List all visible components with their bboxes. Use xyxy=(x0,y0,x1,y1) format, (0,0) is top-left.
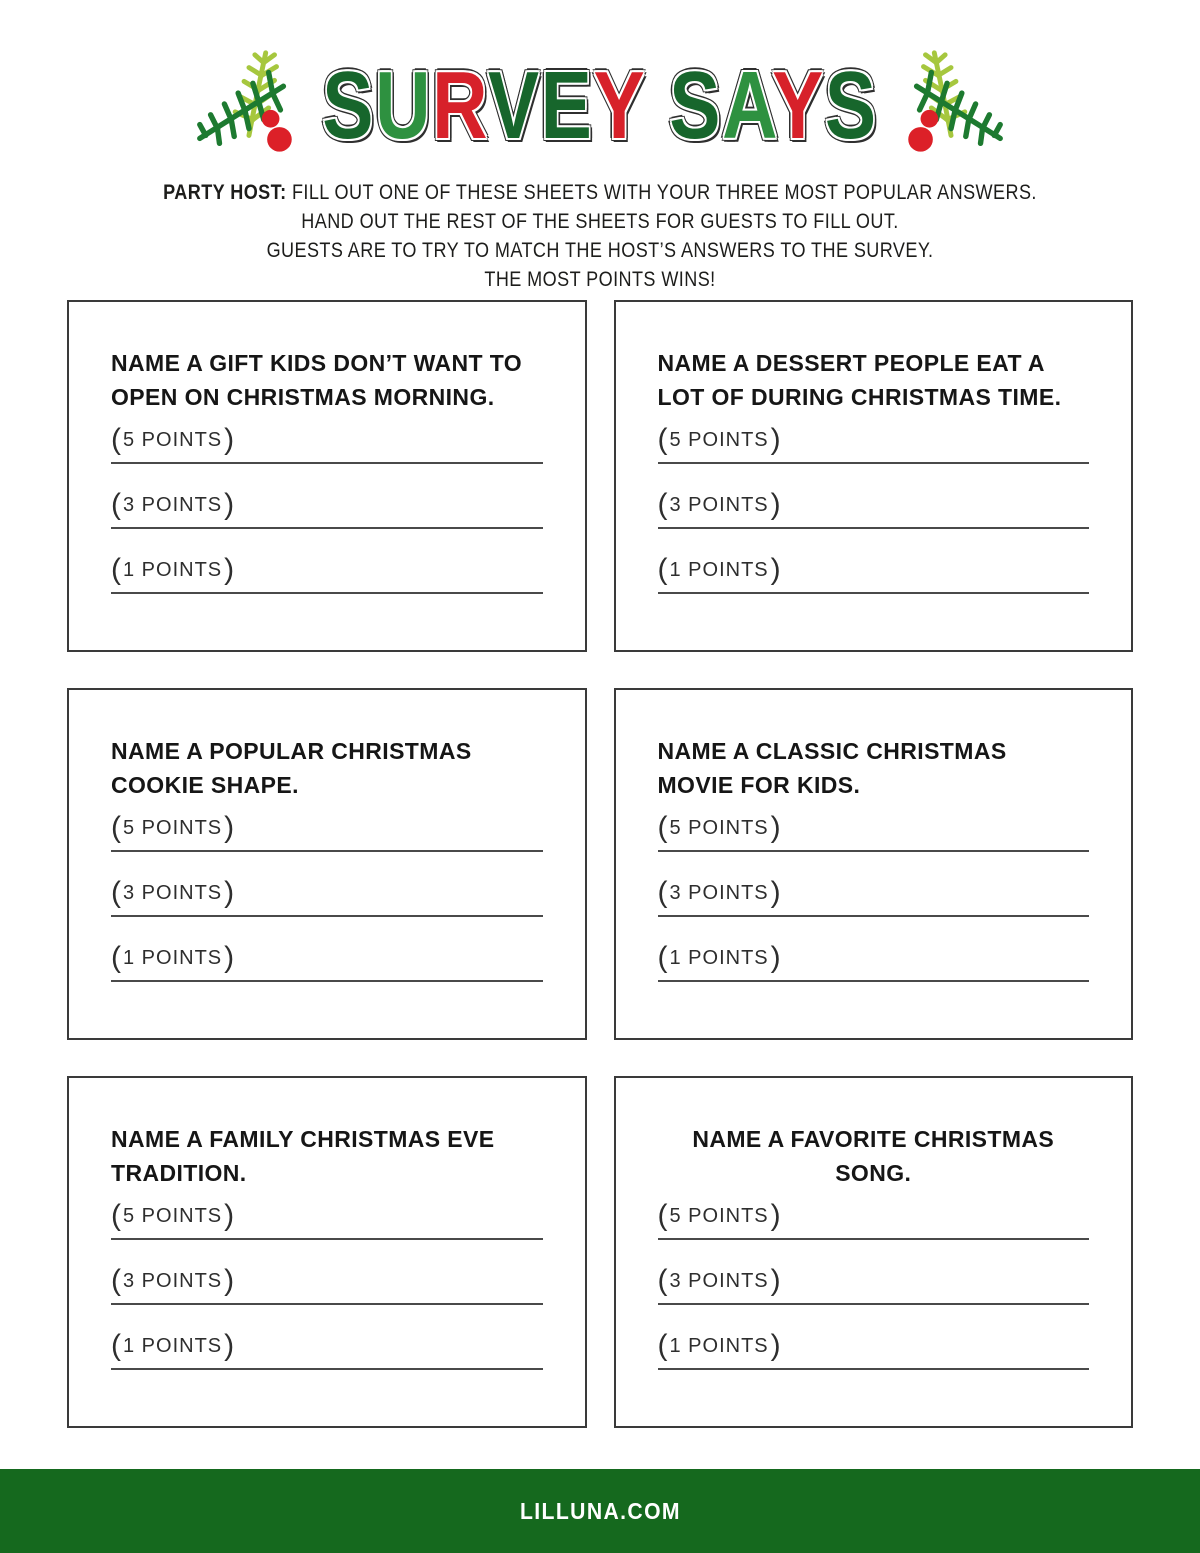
points-label: 5 POINTS xyxy=(669,817,769,839)
paren-open: ( xyxy=(111,553,121,586)
answer-slot-3-points xyxy=(658,490,1090,529)
title-letter: S xyxy=(322,52,376,159)
paren-close: ) xyxy=(770,1264,781,1297)
points-label: 5 POINTS xyxy=(123,817,223,839)
answer-slot-5-points xyxy=(658,813,1090,852)
paren-close: ) xyxy=(224,488,235,521)
points-label: 1 POINTS xyxy=(123,947,223,969)
paren-close: ) xyxy=(224,1329,235,1362)
answer-slot-1-points xyxy=(111,555,543,594)
question-card-dessert xyxy=(614,300,1134,652)
paren-close: ) xyxy=(224,1199,235,1232)
title-letter: S xyxy=(669,52,723,159)
points-label: 3 POINTS xyxy=(669,1270,769,1292)
answer-slots xyxy=(111,1201,543,1370)
answer-slot-5-points xyxy=(111,425,543,464)
paren-open: ( xyxy=(111,811,121,844)
paren-close: ) xyxy=(224,553,235,586)
answer-slot-5-points xyxy=(111,813,543,852)
title-letter: Y xyxy=(772,52,825,159)
question-card-cookie xyxy=(67,688,587,1040)
question-text: NAME A GIFT KIDS DON’T WANT TO OPEN ON CHRISTMAS MORNING. xyxy=(111,350,523,410)
instructions-line: THE MOST POINTS WINS! xyxy=(484,267,716,291)
paren-open: ( xyxy=(657,876,668,909)
answer-slot-1-points xyxy=(111,1331,543,1370)
paren-close: ) xyxy=(224,876,235,909)
paren-open: ( xyxy=(111,941,121,974)
instructions-line xyxy=(96,178,1104,207)
title-letter: S xyxy=(824,52,878,159)
points-label: 5 POINTS xyxy=(123,1205,223,1227)
header xyxy=(0,0,1200,170)
answer-slot-1-points xyxy=(111,943,543,982)
answer-slot-3-points xyxy=(658,878,1090,917)
answer-slot-1-points xyxy=(658,1331,1090,1370)
points-label: 3 POINTS xyxy=(669,882,769,904)
paren-close: ) xyxy=(770,876,781,909)
title-letter: A xyxy=(722,52,773,159)
question-text: NAME A FAMILY CHRISTMAS EVE TRADITION. xyxy=(111,1126,495,1186)
paren-open: ( xyxy=(657,1199,668,1232)
answer-slots xyxy=(111,425,543,594)
answer-slot-3-points xyxy=(111,878,543,917)
answer-slot-1-points xyxy=(658,943,1090,982)
paren-close: ) xyxy=(224,811,235,844)
answer-slots xyxy=(111,813,543,982)
title-letter: R xyxy=(432,52,488,159)
paren-open: ( xyxy=(111,423,121,456)
points-label: 3 POINTS xyxy=(123,882,223,904)
holly-sprig-right-icon xyxy=(894,42,1012,162)
points-label: 1 POINTS xyxy=(123,1335,223,1357)
answer-slots xyxy=(658,1201,1090,1370)
question-text: NAME A DESSERT PEOPLE EAT A LOT OF DURING CHRISTMAS TIME. xyxy=(657,350,1062,410)
paren-open: ( xyxy=(111,1264,121,1297)
paren-close: ) xyxy=(224,423,235,456)
question-card-tradition xyxy=(67,1076,587,1428)
instructions xyxy=(96,178,1104,294)
paren-close: ) xyxy=(224,1264,235,1297)
answer-slot-5-points xyxy=(111,1201,543,1240)
paren-close: ) xyxy=(224,941,235,974)
question-grid xyxy=(67,300,1133,1428)
instructions-line: GUESTS ARE TO TRY TO MATCH THE HOST’S ANSWERS TO THE SURVEY. xyxy=(266,238,934,262)
paren-close: ) xyxy=(770,1329,781,1362)
instructions-line-1-text: FILL OUT ONE OF THESE SHEETS WITH YOUR THREE MOST POPULAR ANSWERS. xyxy=(286,180,1037,204)
points-label: 3 POINTS xyxy=(123,1270,223,1292)
answer-slot-1-points xyxy=(658,555,1090,594)
paren-open: ( xyxy=(111,1199,121,1232)
question-card-song xyxy=(614,1076,1134,1428)
title-letter: Y xyxy=(593,52,647,159)
points-label: 5 POINTS xyxy=(123,429,223,451)
answer-slots xyxy=(658,813,1090,982)
paren-close: ) xyxy=(770,488,781,521)
paren-close: ) xyxy=(770,941,781,974)
points-label: 5 POINTS xyxy=(669,429,769,451)
paren-open: ( xyxy=(111,876,121,909)
points-label: 1 POINTS xyxy=(669,947,769,969)
question-card-movie xyxy=(614,688,1134,1040)
points-label: 5 POINTS xyxy=(669,1205,769,1227)
paren-open: ( xyxy=(657,553,668,586)
footer-bar xyxy=(0,1469,1200,1553)
site-credit: LILLUNA.COM xyxy=(519,1497,681,1524)
paren-close: ) xyxy=(770,553,781,586)
instructions-line: HAND OUT THE REST OF THE SHEETS FOR GUESTS TO FILL OUT. xyxy=(301,209,899,233)
title-letter: U xyxy=(375,52,433,159)
paren-open: ( xyxy=(657,1264,668,1297)
paren-close: ) xyxy=(770,1199,781,1232)
paren-open: ( xyxy=(657,941,668,974)
title-letter: E xyxy=(540,52,594,159)
paren-close: ) xyxy=(770,811,781,844)
question-text: NAME A FAVORITE CHRISTMAS SONG. xyxy=(692,1126,1055,1186)
question-text: NAME A CLASSIC CHRISTMAS MOVIE FOR KIDS. xyxy=(657,738,1007,798)
title-space xyxy=(646,52,669,159)
party-host-label: PARTY HOST: xyxy=(163,180,287,204)
answer-slot-5-points xyxy=(658,425,1090,464)
points-label: 1 POINTS xyxy=(669,1335,769,1357)
answer-slot-5-points xyxy=(658,1201,1090,1240)
points-label: 3 POINTS xyxy=(123,494,223,516)
paren-open: ( xyxy=(657,423,668,456)
answer-slots xyxy=(658,425,1090,594)
answer-slot-3-points xyxy=(111,1266,543,1305)
answer-slot-3-points xyxy=(658,1266,1090,1305)
points-label: 1 POINTS xyxy=(123,559,223,581)
question-text: NAME A POPULAR CHRISTMAS COOKIE SHAPE. xyxy=(111,738,472,798)
paren-open: ( xyxy=(657,1329,668,1362)
paren-open: ( xyxy=(657,811,668,844)
title-letter: V xyxy=(487,52,541,159)
paren-open: ( xyxy=(111,1329,121,1362)
question-card-gift xyxy=(67,300,587,652)
points-label: 1 POINTS xyxy=(669,559,769,581)
points-label: 3 POINTS xyxy=(669,494,769,516)
paren-close: ) xyxy=(770,423,781,456)
answer-slot-3-points xyxy=(111,490,543,529)
paren-open: ( xyxy=(111,488,121,521)
paren-open: ( xyxy=(657,488,668,521)
